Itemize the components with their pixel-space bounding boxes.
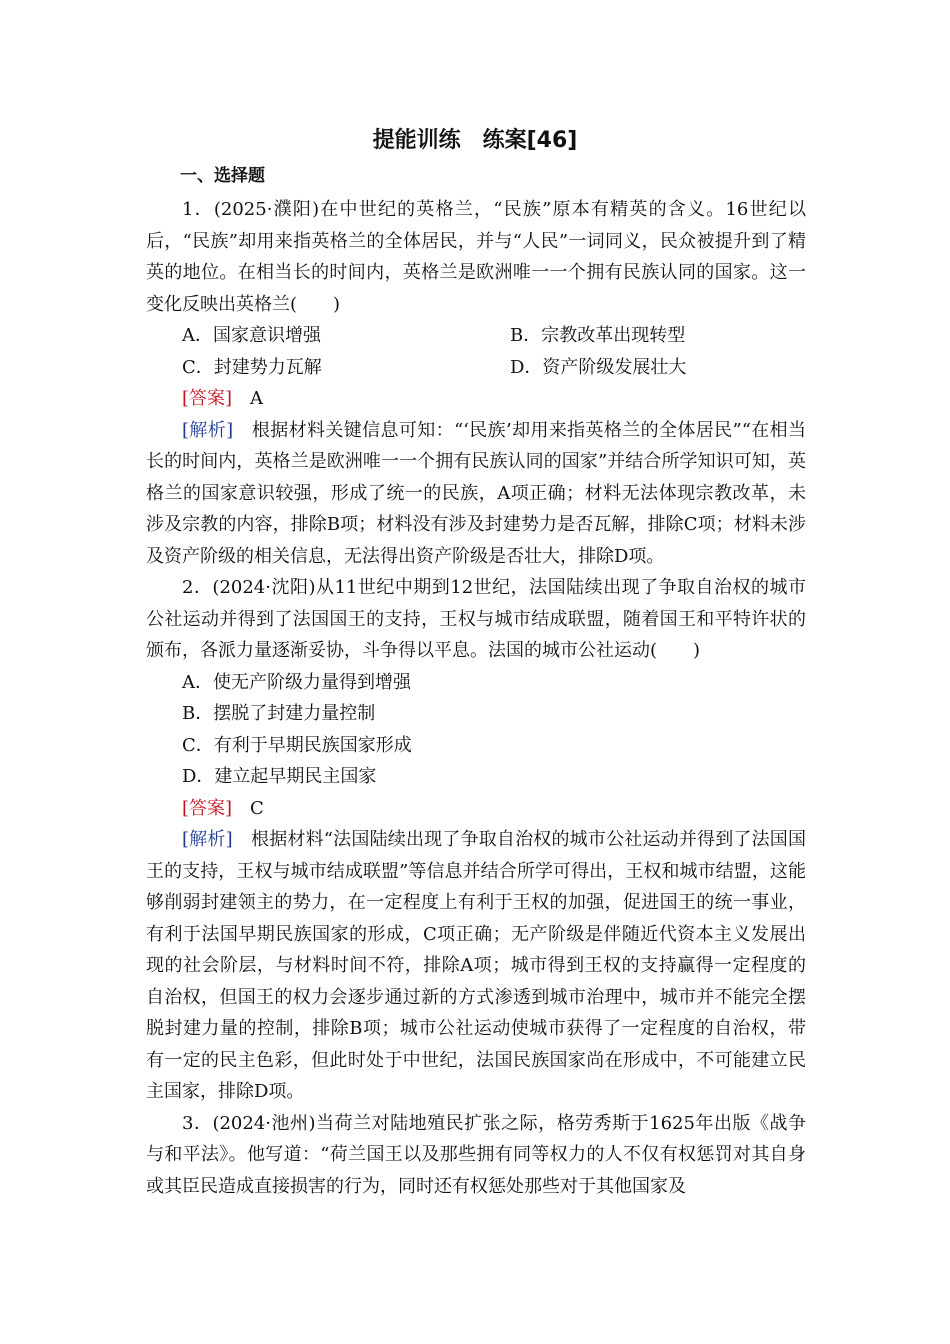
question-2-stem: 2．(2024·沈阳)从11世纪中期到12世纪，法国陆续出现了争取自治权的城市公社运动并得到了法国国王的支持，王权与城市结成联盟，随着国王和平特许状的颁布，各派力量逐渐妥协，斗争得以平息。法国的城市公社运动( ) [146, 577, 806, 661]
answer-label: [答案] [182, 797, 233, 819]
question-2-option-c: C．有利于早期民族国家形成 [182, 734, 412, 756]
question-1-analysis-text: 根据材料关键信息可知：“‘民族’却用来指英格兰的全体居民”“在相当长的时间内，英格兰是欧洲唯一一个拥有民族认同的国家”并结合所学知识可知，英格兰的国家意识较强，形成了统一的民族，A项正确；材料无法体现宗教改革，未涉及宗教的内容，排除B项；材料没有涉及封建势力是否瓦解，排除C项；材料未涉及资产阶级的相关信息，无法得出资产阶级是否壮大，排除D项。 [146, 419, 807, 567]
question-2-analysis [146, 824, 806, 1108]
question-1-options [146, 320, 806, 383]
question-2-option-a: A．使无产阶级力量得到增强 [182, 671, 411, 693]
question-2-answer-value: C [250, 797, 264, 819]
question-2-answer [146, 793, 806, 825]
question-2-option-b: B．摆脱了封建力量控制 [182, 703, 376, 724]
content-body [146, 194, 806, 1202]
question-1-option-a: A．国家意识增强 [182, 325, 321, 346]
question-2-options [146, 667, 806, 793]
question-1-option-c: C．封建势力瓦解 [182, 356, 322, 378]
analysis-label: [解析] [182, 419, 234, 441]
question-1-answer [146, 383, 806, 415]
question-1-analysis [146, 415, 806, 573]
question-1-answer-value: A [250, 388, 264, 409]
question-1-option-b: B．宗教改革出现转型 [510, 325, 686, 346]
question-1-stem: 1．(2025·濮阳)在中世纪的英格兰，“民族”原本有精英的含义。16世纪以后，“民族”却用来指英格兰的全体居民，并与“人民”一词同义，民众被提升到了精英的地位。在相当长的时间内，英格兰是欧洲唯一一个拥有民族认同的国家。这一变化反映出英格兰( ) [146, 199, 806, 315]
question-2-analysis-text: 根据材料“法国陆续出现了争取自治权的城市公社运动并得到了法国国王的支持，王权与城市结成联盟”等信息并结合所学可得出，王权和城市结盟，这能够削弱封建领主的势力，在一定程度上有利于王权的加强，促进国王的统一事业，有利于法国早期民族国家的形成，C项正确；无产阶级是伴随近代资本主义发展出现的社会阶层，与材料时间不符，排除A项；城市得到王权的支持赢得一定程度的自治权，但国王的权力会逐步通过新的方式渗透到城市治理中，城市并不能完全摆脱封建力量的控制，排除B项；城市公社运动使城市获得了一定程度的自治权，带有一定的民主色彩，但此时处于中世纪，法国民族国家尚在形成中，不可能建立民主国家，排除D项。 [146, 829, 807, 1102]
question-2-option-d: D．建立起早期民主国家 [182, 766, 377, 787]
answer-label: [答案] [182, 388, 233, 409]
page-title: 提能训练 练案[46] [372, 128, 578, 153]
question-1-option-d: D．资产阶级发展壮大 [510, 356, 687, 378]
section-heading: 一、选择题 [180, 166, 265, 186]
analysis-label: [解析] [182, 829, 233, 850]
question-3-stem: 3．(2024·池州)当荷兰对陆地殖民扩张之际，格劳秀斯于1625年出版《战争与和平法》。他写道：“荷兰国王以及那些拥有同等权力的人不仅有权惩罚对其自身或其臣民造成直接损害的行为，同时还有权惩处那些对于其他国家及 [146, 1112, 806, 1197]
